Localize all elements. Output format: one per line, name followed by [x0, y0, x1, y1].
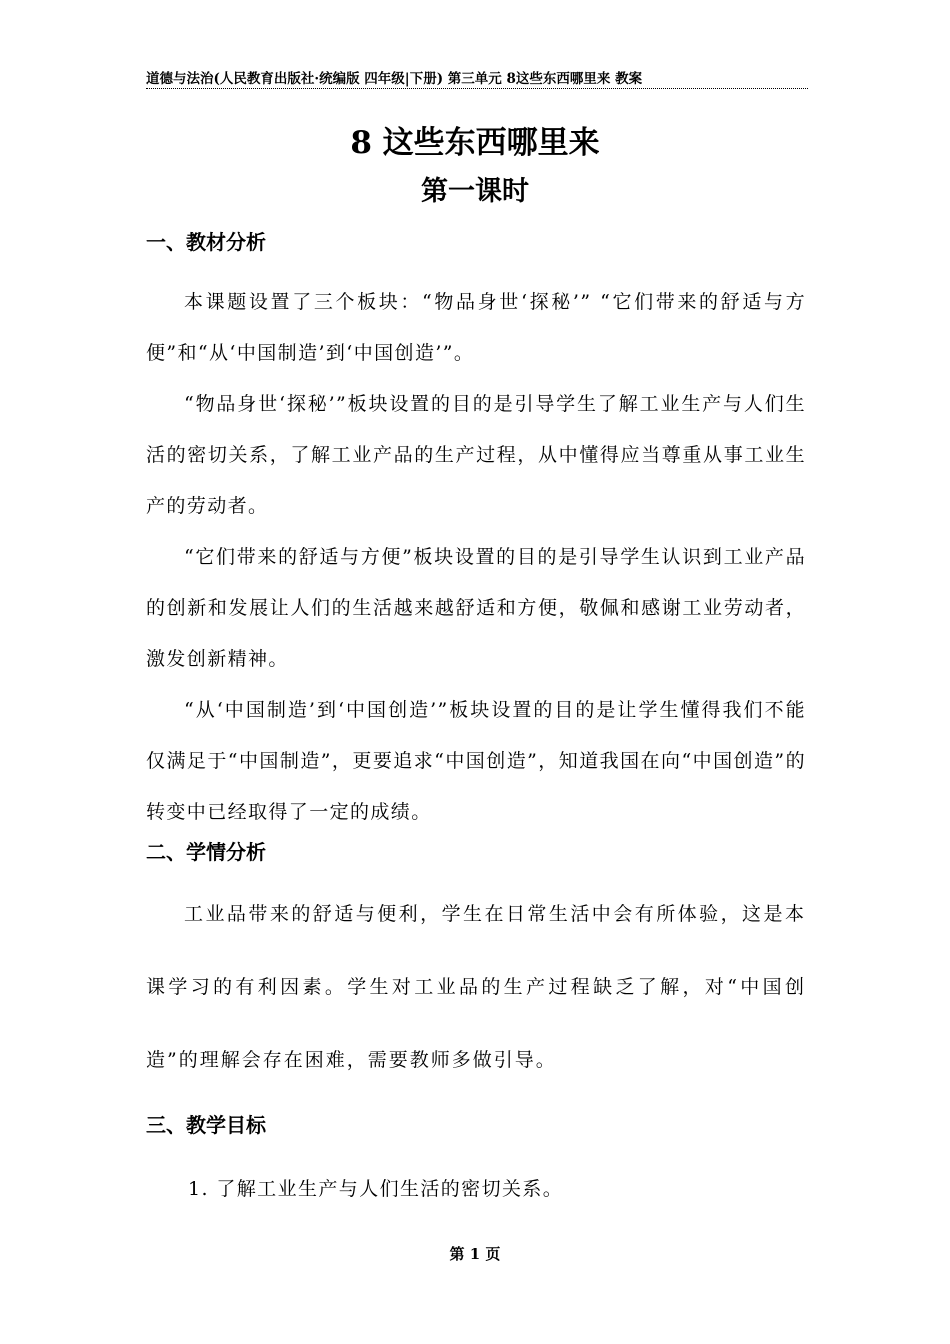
page-number: 第 1 页 [449, 1245, 501, 1263]
section-heading-student-analysis: 二、学情分析 [146, 840, 266, 864]
running-header: 道德与法治(人民教育出版社·统编版 四年级|下册) 第三单元 8这些东西哪里来 教案 [146, 70, 808, 89]
paragraph-student-analysis: 工业品带来的舒适与便利，学生在日常生活中会有所体验，这是本课学习的有利因素。学生对工业品的生产过程缺乏了解，对“中国创造”的理解会存在困难，需要教师多做引导。 [146, 903, 806, 1071]
document-subtitle: 第一课时 [421, 176, 529, 207]
section-heading-textbook-analysis: 一、教材分析 [146, 230, 266, 254]
paragraph-module-2: “它们带来的舒适与方便”板块设置的目的是引导学生认识到工业产品的创新和发展让人们的生活越来越舒适和方便，敬佩和感谢工业劳动者，激发创新精神。 [146, 546, 806, 670]
paragraph-module-3: “从‘中国制造’到‘中国创造’”板块设置的目的是让学生懂得我们不能仅满足于“中国制造”，更要追求“中国创造”，知道我国在向“中国创造”的转变中已经取得了一定的成绩。 [146, 699, 806, 823]
section-heading-teaching-goals: 三、教学目标 [146, 1113, 266, 1137]
teaching-goal-item: 1. 了解工业生产与人们生活的密切关系。 [188, 1178, 564, 1200]
paragraph-modules-overview: 本课题设置了三个板块：“物品身世‘探秘’” “它们带来的舒适与方便”和“从‘中国制造’到‘中国创造’”。 [146, 291, 806, 364]
paragraph-module-1: “物品身世‘探秘’”板块设置的目的是引导学生了解工业生产与人们生活的密切关系，了解工业产品的生产过程，从中懂得应当尊重从事工业生产的劳动者。 [146, 393, 806, 517]
document-title: 8 这些东西哪里来 [350, 125, 600, 161]
